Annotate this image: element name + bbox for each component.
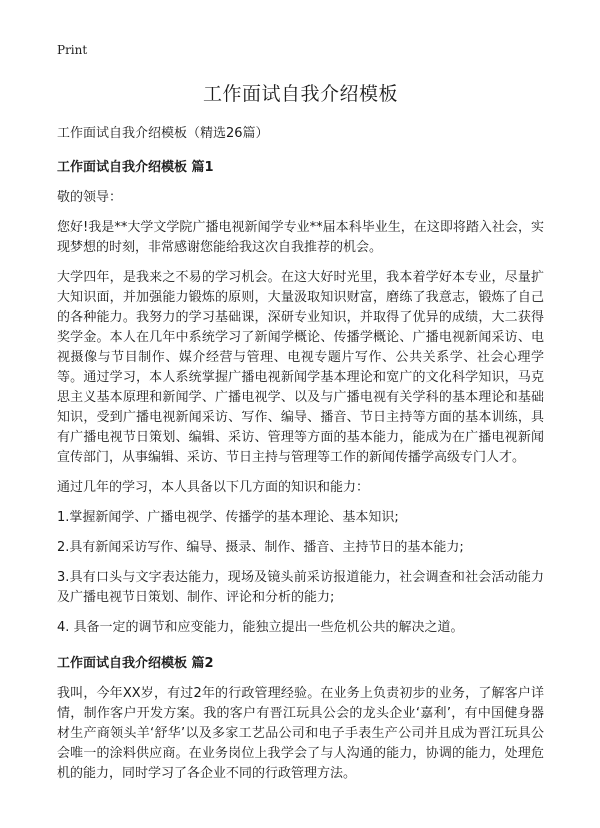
section-heading: 工作面试自我介绍模板 篇2 xyxy=(57,656,214,671)
section-2 xyxy=(57,654,544,784)
document-subtitle: 工作面试自我介绍模板（精选26篇） xyxy=(57,126,269,141)
paragraph: 您好!我是**大学文学院广播电视新闻学专业**届本科毕业生，在这即将踏入社会，实现梦想的时刻，非常感谢您能给我这次自我推荐的机会。 xyxy=(57,220,544,255)
list-item: 3.具有口头与文字表达能力，现场及镜头前采访报道能力，社会调查和社会活动能力及广播电视节日策划、制作、评论和分析的能力; xyxy=(57,570,544,605)
paragraph: 敬的领导： xyxy=(57,190,123,205)
paragraph: 通过几年的学习，本人具备以下几方面的知识和能力： xyxy=(57,480,370,495)
section-1 xyxy=(57,158,544,638)
list-item: 4. 具备一定的调节和应变能力，能独立提出一些危机公共的解决之道。 xyxy=(57,620,464,635)
paragraph: 我叫，今年XX岁，有过2年的行政管理经验。在业务上负责初步的业务，了解客户详情，制作客户开发方案。我的客户有晋江玩具公会的龙头企业‘嘉利’，有中国健身器材生产商领头羊‘舒华’以及多家工艺品公司和电子手表生产公司并且成为晋江玩具公会唯一的涂料供应商。在业务岗位上我学会了与人沟通的能力，协调的能力，处理危机的能力，同时学习了各企业不同的行政管理方法。 xyxy=(57,686,544,781)
document-title: 工作面试自我介绍模板 xyxy=(202,83,398,105)
list-item: 2.具有新闻采访写作、编导、摄录、制作、播音、主持节日的基本能力; xyxy=(57,540,464,555)
paragraph: 大学四年，是我来之不易的学习机会。在这大好时光里，我本着学好本专业，尽量扩大知识面，并加强能力锻炼的原则，大量汲取知识财富，磨练了我意志，锻炼了自己的各种能力。我努力的学习基础课，深研专业知识，并取得了优异的成绩，大二获得奖学金。本人在几年中系统学习了新闻学概论、传播学概论、广播电视新闻采访、电视摄像与节目制作、媒介经营与管理、电视专题片写作、公共关系学、社会心理学等。通过学习，本人系统掌握广播电视新闻学基本理论和宽广的文化科学知识，马克思主义基本原理和新闻学、广播电视学、以及与广播电视有关学科的基本理论和基础知识，受到广播电视新闻采访、写作、编导、播音、节日主持等方面的基本训练，具有广播电视节日策划、编辑、采访、管理等方面的基本能力，能成为在广播电视新闻宣传部门，从事编辑、采访、节日主持与管理等工作的新闻传播学高级专门人才。 xyxy=(57,270,544,465)
list-item: 1.掌握新闻学、广播电视学、传播学的基本理论、基本知识; xyxy=(57,510,399,525)
print-link[interactable]: Print xyxy=(57,43,88,57)
section-heading: 工作面试自我介绍模板 篇1 xyxy=(57,160,214,175)
